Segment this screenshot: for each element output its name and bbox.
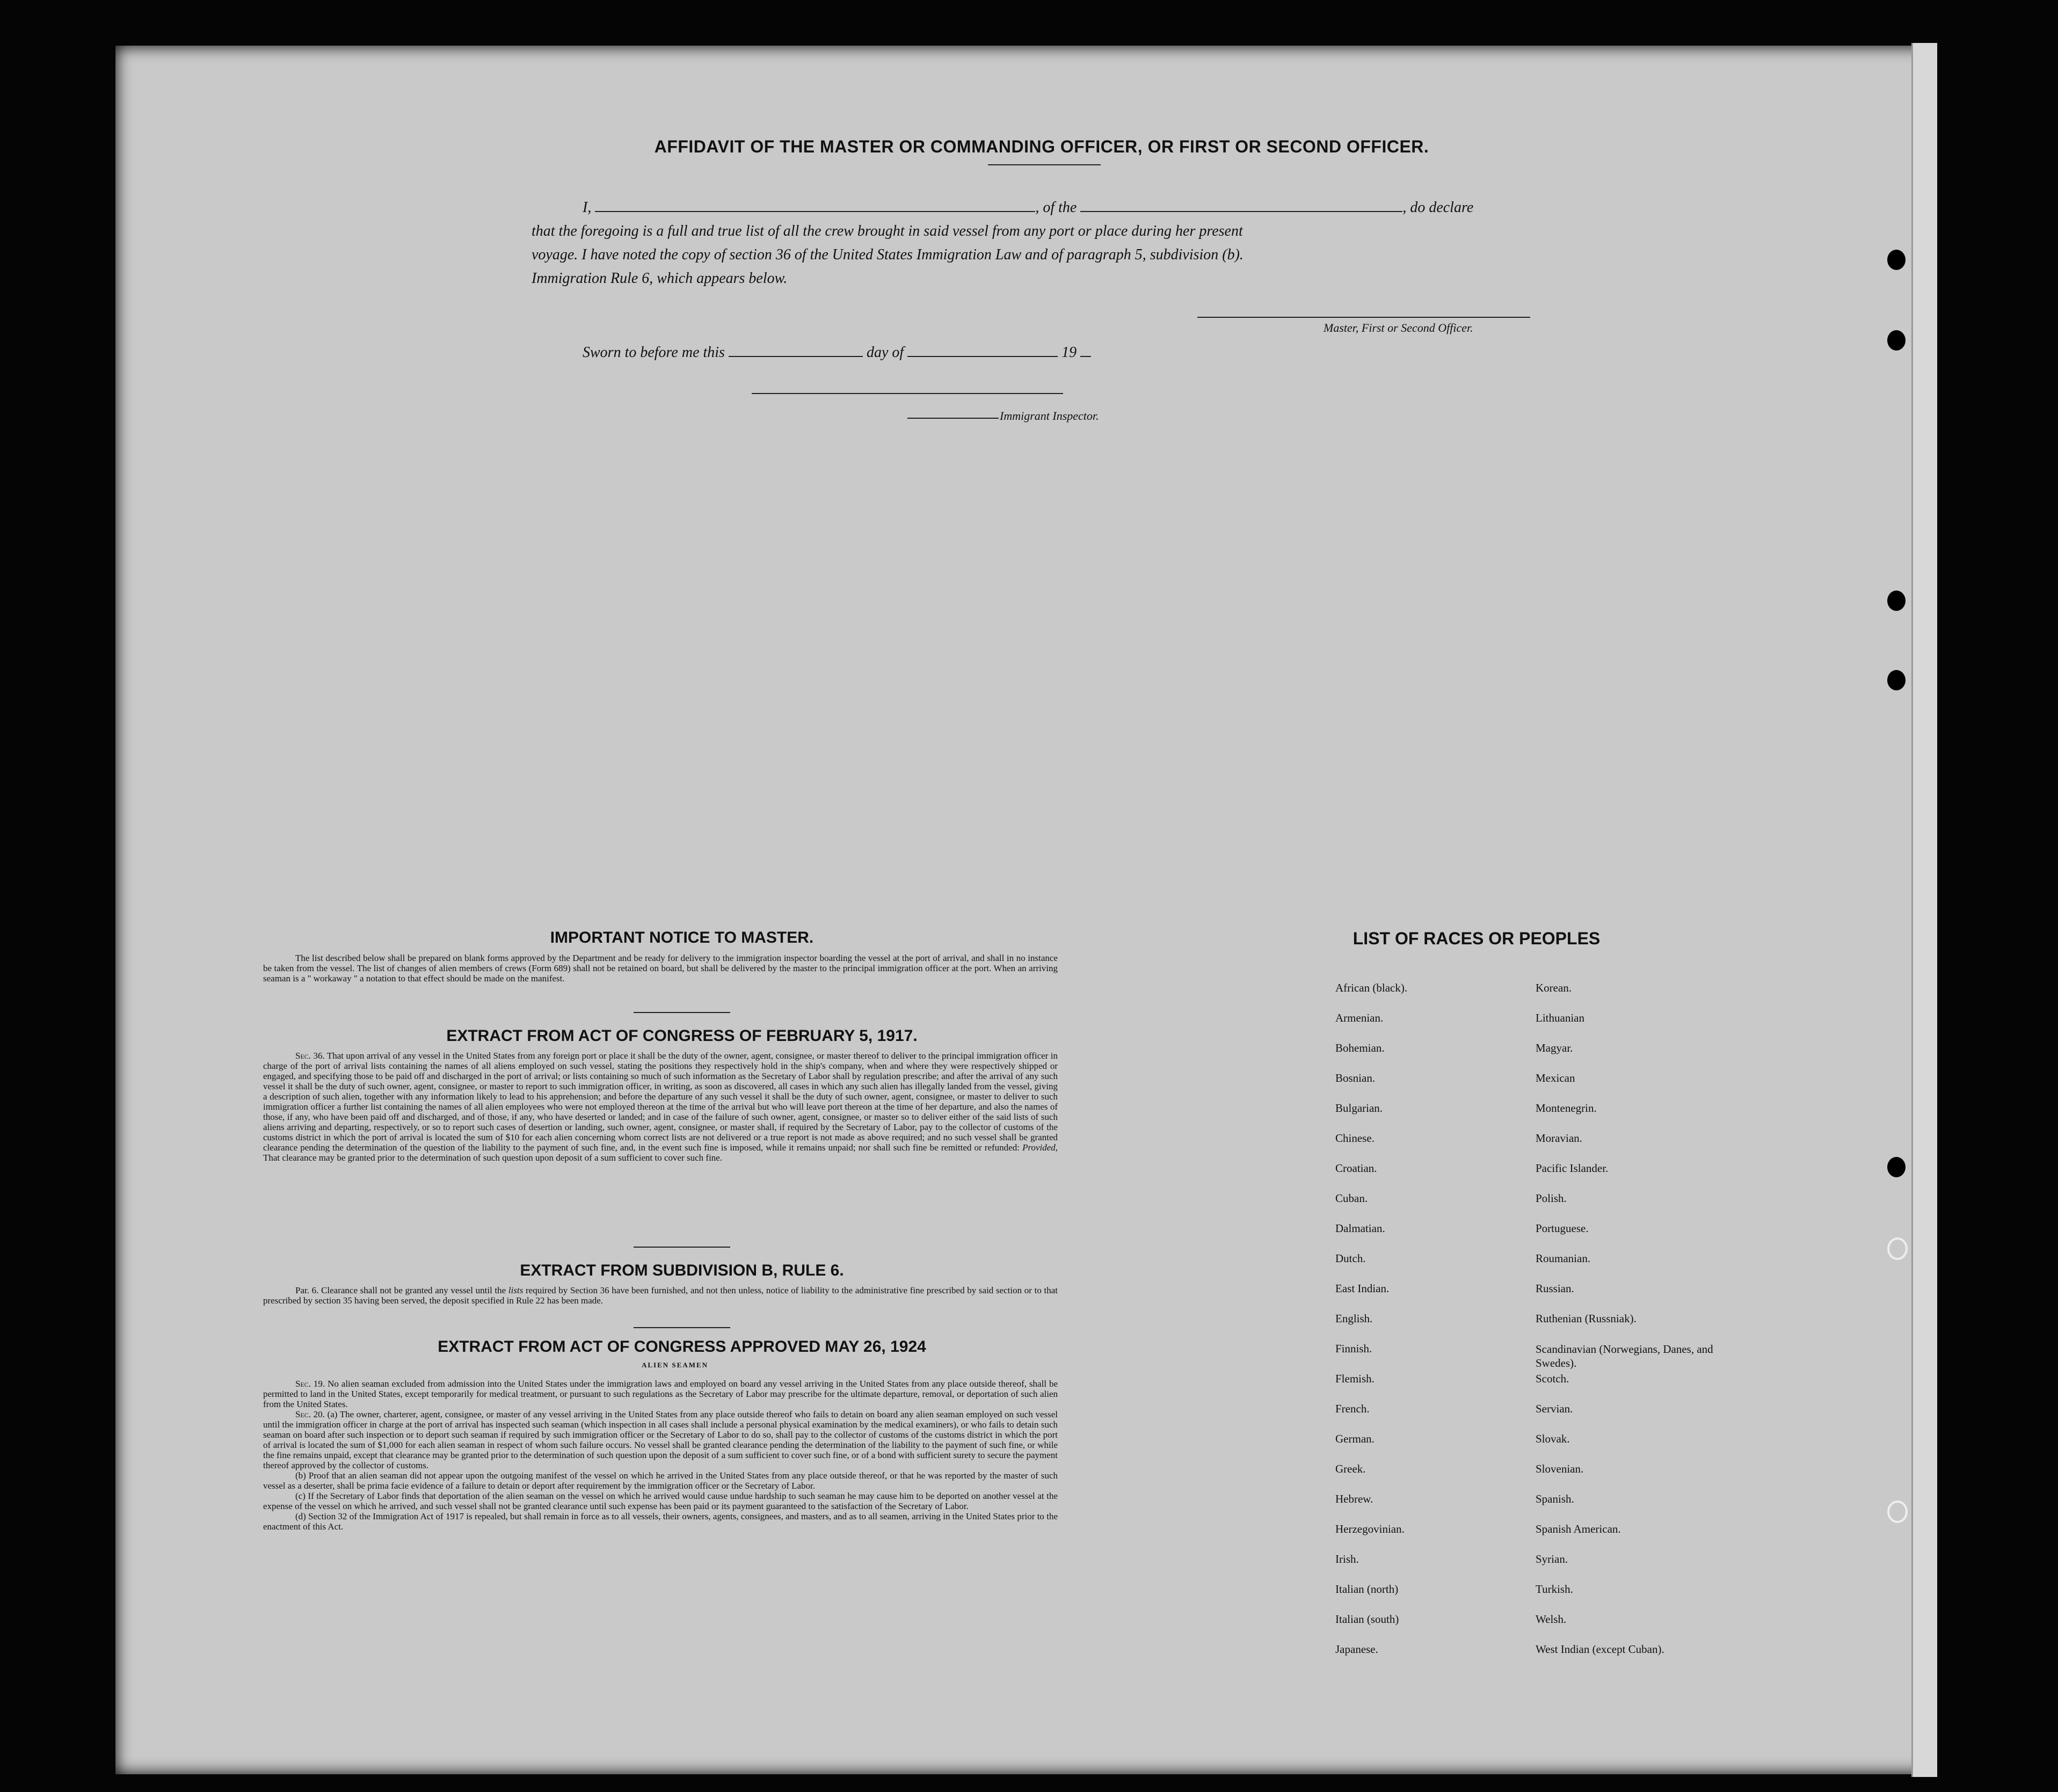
- race-item: Italian (north): [1335, 1583, 1399, 1596]
- binder-hole: [1887, 330, 1906, 351]
- sec20b-paragraph: (b) Proof that an alien seaman did not appear upon the outgoing manifest of the vessel on which he arrived in the United States from any place outside thereof, or that he was reported by the master of such vessel as a deserter, shall be prima facie evidence of a failure to detain or deport after requirement by the immigration officer or the Secretary of Labor.: [263, 1470, 1058, 1491]
- section-text-end: That clearance may be granted prior to the determination of such question upon deposit of a sum sufficient to cover such fine.: [263, 1153, 723, 1163]
- vessel-field[interactable]: [1080, 197, 1402, 212]
- race-item: Italian (south): [1335, 1613, 1399, 1626]
- sheet-edge: [1911, 43, 1937, 1777]
- title-rule: [988, 164, 1101, 165]
- race-item: Portuguese.: [1536, 1222, 1589, 1235]
- sec20d-paragraph: (d) Section 32 of the Immigration Act of 1917 is repealed, but shall remain in force as to all vessels, their owners, agents, consignees, and masters, and as to all seamen, arriving in the United States prior to the enactment of this Act.: [263, 1511, 1058, 1532]
- rule6-text-a: Clearance shall not be granted any vessel until the: [321, 1285, 506, 1295]
- race-item: Syrian.: [1536, 1553, 1568, 1565]
- race-item: Montenegrin.: [1536, 1102, 1597, 1114]
- race-item: Slovak.: [1536, 1432, 1570, 1445]
- race-item: East Indian.: [1335, 1282, 1390, 1295]
- races-right-column: [1536, 981, 1740, 1673]
- divider: [634, 1247, 730, 1248]
- extract-1917-text: [263, 1051, 1058, 1163]
- signature-label: Master, First or Second Officer.: [1323, 321, 1473, 334]
- race-item: Russian.: [1536, 1282, 1574, 1295]
- race-item: Greek.: [1335, 1462, 1366, 1475]
- sec20a-paragraph: [263, 1409, 1058, 1470]
- race-item: Turkish.: [1536, 1583, 1573, 1596]
- binder-hole: [1887, 591, 1906, 611]
- inspector-line[interactable]: [907, 418, 999, 419]
- binder-hole: [1887, 250, 1906, 270]
- section-label: Sec. 36.: [295, 1051, 325, 1061]
- race-item: French.: [1335, 1402, 1370, 1415]
- race-item: Dalmatian.: [1335, 1222, 1385, 1235]
- race-item: African (black).: [1335, 981, 1408, 994]
- divider: [634, 1327, 730, 1328]
- race-item: Polish.: [1536, 1192, 1567, 1205]
- race-item: Slovenian.: [1536, 1462, 1584, 1475]
- race-item: Scotch.: [1536, 1372, 1569, 1385]
- race-item: Hebrew.: [1335, 1492, 1373, 1505]
- affidavit-line-4: Immigration Rule 6, which appears below.: [532, 270, 788, 287]
- race-item: German.: [1335, 1432, 1375, 1445]
- notice-text: The list described below shall be prepared on blank forms approved by the Department and be ready for delivery to the immigration inspector boarding the vessel at the port of arrival, and shall in no instance be taken from the vessel. The list of changes of alien members of crews (Form 689) shall not be retained on board, but shall be delivered by the master to the principal immigration officer at the port. When an arriving seaman is a " workaway " a notation to that effect should be made on the manifest.: [263, 953, 1058, 984]
- race-item: Korean.: [1536, 981, 1572, 994]
- sworn-year-field[interactable]: [1080, 342, 1091, 357]
- race-item: Armenian.: [1335, 1011, 1384, 1024]
- notice-title: IMPORTANT NOTICE TO MASTER.: [550, 929, 814, 946]
- divider: [634, 1012, 730, 1013]
- race-item: Herzegovinian.: [1335, 1523, 1405, 1535]
- provided-label: Provided,: [1022, 1142, 1058, 1153]
- race-item: Chinese.: [1335, 1132, 1375, 1145]
- sworn-day-label: day of: [866, 344, 904, 361]
- race-item: Bosnian.: [1335, 1072, 1376, 1084]
- extract-rule6-title: EXTRACT FROM SUBDIVISION B, RULE 6.: [520, 1262, 844, 1279]
- section-text: That upon arrival of any vessel in the United States from any foreign port or place it shall be the duty of the owner, agent, consignee, or master thereof to deliver to the principal immigration officer in charge of the port of arrival lists containing the names of all aliens employed on such vessel, stating the positions they respectively hold in the ship's company, when and where they were respectively shipped or engaged, and specifying those to be paid off and discharged in the port of arrival; or lists containing so much of such information as the Secretary of Labor shall by regulation prescribe; and after the arrival of any such vessel it shall be the duty of such owner, agent, consignee, or master to report to such immigration officer, in writing, as soon as discovered, all cases in which any such alien has illegally landed from the vessel, giving a description of such alien, together with any information likely to lead to his apprehension; and before the departure of any such vessel it shall be the duty of such owner, agent, consignee, or master to deliver to such immigration officer a further list containing the names of all alien employees who were not employed thereon at the time of the arrival but who will leave port thereon at the time of her departure, and also the names of those, if any, who have been paid off and discharged, and of those, if any, who have deserted or landed; and in case of the failure of such owner, agent, consignee, or master so to deliver either of the said lists of such aliens arriving and departing, respectively, or so to report such cases of desertion or landing, such owner, agent, consignee, or master shall, if required by the Secretary of Labor, pay to the collector of customs of the customs district in which the port of arrival is located the sum of $10 for each alien concerning whom correct lists are not delivered or a true report is not made as above required; and no such vessel shall be granted clearance pending the determination of the question of the liability to the payment of such fine, and, in the event such fine is imposed, while it remains unpaid; nor shall such fine be remitted or refunded:: [263, 1051, 1058, 1153]
- race-item: Roumanian.: [1536, 1252, 1591, 1265]
- sec20c-paragraph: (c) If the Secretary of Labor finds that deportation of the alien seaman on the vessel on which he arrived would cause undue hardship to such seaman he may cause him to be deported on another vessel at the expense of the vessel on which he arrived, and such vessel shall not be granted clearance until such expense has been paid or its payment guaranteed to the satisfaction of the Secretary of Labor.: [263, 1491, 1058, 1511]
- races-left-column: [1335, 981, 1529, 1673]
- race-item: Irish.: [1335, 1553, 1359, 1565]
- binder-hole: [1887, 1237, 1908, 1260]
- binder-hole: [1887, 670, 1906, 690]
- affidavit-line-1: [583, 196, 1474, 220]
- affidavit-line-2: that the foregoing is a full and true list of all the crew brought in said vessel from any port or place during her present: [532, 223, 1243, 239]
- extract-rule6-text: [263, 1285, 1058, 1306]
- race-item: Cuban.: [1335, 1192, 1368, 1205]
- rule6-text-b: required by Section 36 have been furnished, and not then unless, notice of liability to the administrative fine prescribed by said section or to that prescribed by section 35 having been served, the deposit specified in Rule 22 has been made.: [263, 1285, 1058, 1306]
- sworn-month-field[interactable]: [907, 342, 1058, 357]
- lists-label: lists: [508, 1285, 523, 1295]
- race-item: Spanish.: [1536, 1492, 1574, 1505]
- race-item: Lithuanian: [1536, 1011, 1584, 1024]
- inspector-label: Immigrant Inspector.: [1000, 409, 1099, 422]
- signature-line[interactable]: [1197, 317, 1530, 318]
- race-item: Bohemian.: [1335, 1041, 1385, 1054]
- race-item: Spanish American.: [1536, 1523, 1621, 1535]
- extract-1924-title: EXTRACT FROM ACT OF CONGRESS APPROVED MAY 26, 1924: [438, 1338, 926, 1356]
- race-item: Bulgarian.: [1335, 1102, 1383, 1114]
- race-item: Ruthenian (Russniak).: [1536, 1312, 1637, 1325]
- sworn-label: Sworn to before me this: [583, 344, 725, 361]
- affidavit-declare: , do declare: [1402, 199, 1474, 216]
- name-field[interactable]: [595, 197, 1035, 212]
- race-item: Welsh.: [1536, 1613, 1567, 1626]
- sworn-year-label: 19: [1061, 344, 1077, 361]
- race-item: Magyar.: [1536, 1041, 1573, 1054]
- inspector-line-top: [752, 393, 1063, 394]
- affidavit-of-the: , of the: [1035, 199, 1077, 216]
- binder-hole: [1887, 1500, 1908, 1523]
- sworn-line: [583, 341, 1227, 365]
- races-title: LIST OF RACES OR PEOPLES: [1352, 929, 1601, 948]
- race-item: Japanese.: [1335, 1643, 1378, 1656]
- sec20-label: Sec. 20.: [295, 1409, 325, 1419]
- sec19-paragraph: [263, 1379, 1058, 1409]
- race-item: Pacific Islander.: [1536, 1162, 1609, 1175]
- affidavit-title: AFFIDAVIT OF THE MASTER OR COMMANDING OFFICER, OR FIRST OR SECOND OFFICER.: [654, 137, 1429, 156]
- race-item: Moravian.: [1536, 1132, 1582, 1145]
- race-item: Finnish.: [1335, 1342, 1372, 1355]
- race-item: Flemish.: [1335, 1372, 1375, 1385]
- sec20a-text: (a) The owner, charterer, agent, consignee, or master of any vessel arriving in the United States from any place outside thereof who fails to detain on board any alien seaman employed on such vessel until the immigration officer in charge at the port of arrival has inspected such seaman (which inspection in all cases shall include a personal physical examination by the medical examiners), or who fails to detain such seaman on board after such inspection or to deport such seaman if required by such immigration officer or the Secretary of Labor to do so, shall pay to the collector of customs of the customs district in which the port of arrival is located the sum of $1,000 for each alien seaman in respect of whom such failure occurs. No vessel shall be granted clearance pending the determination of the liability to the payment of such fine, or while the fine remains unpaid, except that clearance may be granted prior to the determination of such question upon the deposit of a sum sufficient to cover such fine, or of a bond with sufficient surety to secure the payment thereof approved by the collector of customs.: [263, 1409, 1058, 1470]
- par-label: Par. 6.: [295, 1285, 319, 1295]
- sec19-text: No alien seaman excluded from admission into the United States under the immigration laws and employed on board any vessel arriving in the United States from any place outside thereof, shall be permitted to land in the United States, except temporarily for medical treatment, or pursuant to such regulations as the Secretary of Labor may prescribe for the ultimate departure, removal, or deportation of such alien from the United States.: [263, 1379, 1058, 1409]
- affidavit-line-3: voyage. I have noted the copy of section 36 of the United States Immigration Law and of paragraph 5, subdivision (b).: [532, 246, 1243, 263]
- race-item: Scandinavian (Norwegians, Danes, and Swedes).: [1536, 1343, 1713, 1370]
- extract-1924-subtitle: ALIEN SEAMEN: [642, 1361, 709, 1369]
- binder-hole: [1887, 1157, 1906, 1177]
- race-item: West Indian (except Cuban).: [1536, 1643, 1664, 1656]
- affidavit-i: I,: [583, 199, 592, 216]
- sworn-date-field[interactable]: [729, 342, 863, 357]
- sec19-label: Sec. 19.: [295, 1379, 325, 1389]
- race-item: Mexican: [1536, 1072, 1575, 1084]
- extract-1924-text: [263, 1379, 1058, 1532]
- race-item: English.: [1335, 1312, 1373, 1325]
- race-item: Servian.: [1536, 1402, 1573, 1415]
- extract-1917-title: EXTRACT FROM ACT OF CONGRESS OF FEBRUARY 5, 1917.: [446, 1027, 918, 1045]
- race-item: Croatian.: [1335, 1162, 1377, 1175]
- race-item: Dutch.: [1335, 1252, 1366, 1265]
